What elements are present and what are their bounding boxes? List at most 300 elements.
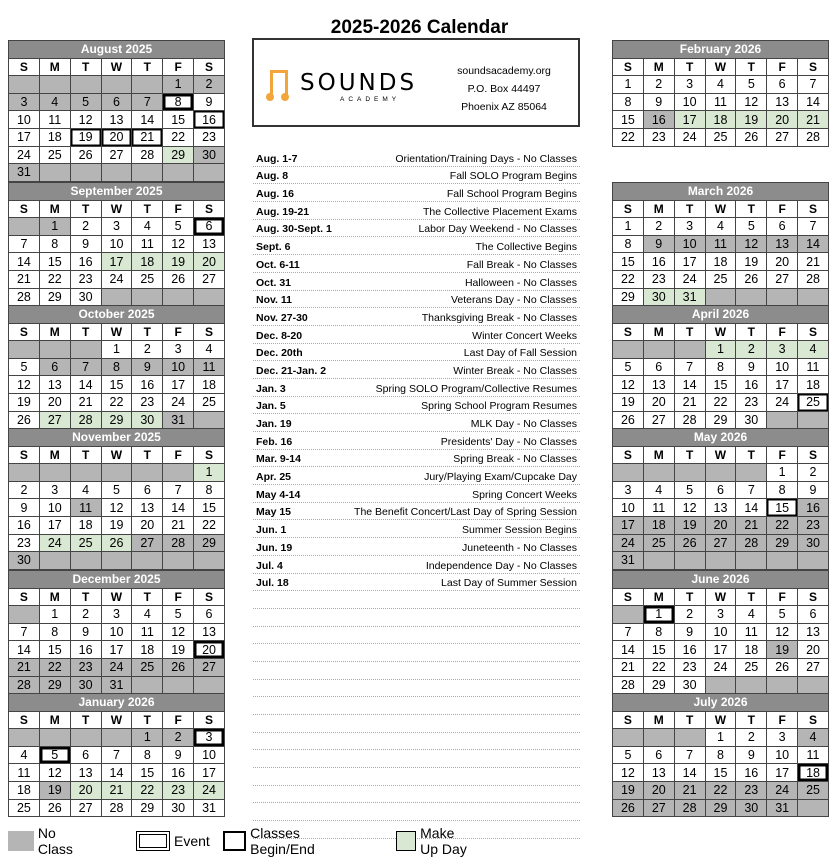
day-cell: 25	[132, 270, 163, 288]
day-cell: 18	[705, 253, 736, 271]
day-cell: 4	[132, 218, 163, 236]
day-cell: 11	[705, 93, 736, 111]
day-cell: 21	[132, 128, 163, 146]
month-calendar	[8, 182, 225, 306]
day-cell: 22	[163, 128, 194, 146]
day-cell: 20	[132, 516, 163, 534]
empty-day-cell	[798, 799, 829, 817]
empty-day-cell	[39, 341, 70, 359]
day-cell: 28	[736, 534, 767, 552]
day-cell: 20	[194, 641, 225, 659]
day-cell: 20	[70, 781, 101, 799]
weekday-header: T	[736, 446, 767, 464]
weekday-header: W	[101, 711, 132, 729]
weekday-header: F	[163, 711, 194, 729]
day-cell: 9	[674, 623, 705, 641]
empty-day-cell	[9, 218, 40, 236]
day-cell: 26	[674, 534, 705, 552]
day-cell: 31	[194, 799, 225, 817]
empty-day-cell	[194, 552, 225, 570]
weekday-header: W	[705, 323, 736, 341]
day-cell: 9	[736, 746, 767, 764]
empty-day-cell	[39, 552, 70, 570]
day-cell: 30	[798, 534, 829, 552]
day-cell: 23	[194, 128, 225, 146]
day-cell: 14	[798, 93, 829, 111]
day-cell: 3	[39, 481, 70, 499]
day-cell: 16	[163, 764, 194, 782]
day-cell: 16	[70, 641, 101, 659]
event-row	[253, 768, 580, 786]
empty-day-cell	[101, 552, 132, 570]
weekday-header: M	[643, 58, 674, 76]
day-cell: 24	[194, 781, 225, 799]
weekday-header: S	[798, 446, 829, 464]
event-row	[253, 609, 580, 627]
empty-day-cell	[39, 464, 70, 482]
day-cell: 5	[101, 481, 132, 499]
month-calendar	[8, 305, 225, 429]
empty-day-cell	[132, 552, 163, 570]
day-cell: 11	[132, 235, 163, 253]
day-cell: 20	[101, 128, 132, 146]
legend-swatch	[136, 831, 170, 851]
weekday-header: T	[70, 323, 101, 341]
day-cell: 29	[705, 799, 736, 817]
day-cell: 13	[798, 623, 829, 641]
event-row	[253, 414, 580, 432]
day-cell: 1	[613, 76, 644, 94]
website: soundsacademy.org	[457, 65, 551, 77]
weekday-header: T	[736, 323, 767, 341]
legend-label: Classes Begin/End	[250, 825, 315, 857]
weekday-header: T	[736, 58, 767, 76]
empty-day-cell	[194, 288, 225, 306]
day-cell: 15	[705, 376, 736, 394]
event-row	[253, 574, 580, 592]
day-cell: 27	[798, 658, 829, 676]
day-cell: 26	[101, 534, 132, 552]
day-cell: 31	[674, 288, 705, 306]
event-date: Dec. 8-20	[256, 329, 303, 342]
day-cell: 24	[163, 393, 194, 411]
day-cell: 10	[613, 499, 644, 517]
empty-day-cell	[9, 464, 40, 482]
weekday-header: M	[39, 446, 70, 464]
day-cell: 23	[736, 781, 767, 799]
day-cell: 24	[767, 781, 798, 799]
day-cell: 24	[9, 146, 40, 164]
day-cell: 31	[9, 164, 40, 182]
weekday-header: M	[39, 588, 70, 606]
weekday-header: S	[798, 200, 829, 218]
day-cell: 23	[70, 270, 101, 288]
event-row	[253, 680, 580, 698]
month-title: November 2025	[9, 429, 225, 447]
day-cell: 14	[70, 376, 101, 394]
day-cell: 17	[101, 253, 132, 271]
empty-day-cell	[643, 552, 674, 570]
weekday-header: S	[9, 323, 40, 341]
day-cell: 21	[101, 781, 132, 799]
month-title: May 2026	[613, 429, 829, 447]
day-cell: 17	[705, 641, 736, 659]
weekday-header: T	[70, 588, 101, 606]
day-cell: 7	[101, 746, 132, 764]
day-cell: 20	[194, 253, 225, 271]
day-cell: 6	[798, 606, 829, 624]
event-date: Jun. 1	[256, 524, 287, 537]
legend-event	[136, 830, 210, 852]
day-cell: 18	[9, 781, 40, 799]
day-cell: 3	[101, 606, 132, 624]
day-cell: 13	[70, 764, 101, 782]
day-cell: 30	[163, 799, 194, 817]
event-date: Aug. 8	[256, 170, 289, 183]
day-cell: 20	[767, 253, 798, 271]
day-cell: 2	[9, 481, 40, 499]
day-cell: 5	[736, 218, 767, 236]
event-description: The Collective Begins	[475, 241, 577, 254]
day-cell: 12	[674, 499, 705, 517]
day-cell: 18	[132, 641, 163, 659]
weekday-header: F	[767, 711, 798, 729]
day-cell: 14	[132, 111, 163, 129]
month-title: December 2025	[9, 571, 225, 589]
weekday-header: T	[70, 711, 101, 729]
day-cell: 28	[9, 676, 40, 694]
day-cell: 1	[39, 218, 70, 236]
day-cell: 13	[194, 235, 225, 253]
day-cell: 26	[767, 658, 798, 676]
day-cell: 15	[39, 641, 70, 659]
day-cell: 2	[132, 341, 163, 359]
weekday-header: S	[613, 200, 644, 218]
day-cell: 14	[9, 641, 40, 659]
month-title: September 2025	[9, 183, 225, 201]
day-cell: 17	[767, 376, 798, 394]
event-description: Last Day of Summer Session	[441, 577, 577, 590]
event-date: Mar. 9-14	[256, 453, 301, 466]
day-cell: 2	[736, 729, 767, 747]
month-calendar	[8, 428, 225, 570]
day-cell: 3	[767, 341, 798, 359]
empty-day-cell	[767, 411, 798, 429]
event-list	[253, 149, 580, 839]
event-row	[253, 308, 580, 326]
page-title: 2025-2026 Calendar	[330, 17, 509, 38]
day-cell: 20	[643, 393, 674, 411]
empty-day-cell	[39, 729, 70, 747]
day-cell: 2	[798, 464, 829, 482]
event-row	[253, 273, 580, 291]
day-cell: 25	[132, 658, 163, 676]
day-cell: 28	[674, 411, 705, 429]
empty-day-cell	[39, 164, 70, 182]
empty-day-cell	[767, 288, 798, 306]
event-description: Veterans Day - No Classes	[450, 294, 577, 307]
event-row	[253, 733, 580, 751]
empty-day-cell	[101, 729, 132, 747]
day-cell: 21	[163, 516, 194, 534]
day-cell: 1	[767, 464, 798, 482]
day-cell: 27	[194, 270, 225, 288]
day-cell: 7	[132, 93, 163, 111]
event-date: Jan. 5	[256, 400, 286, 413]
day-cell: 10	[674, 235, 705, 253]
day-cell: 5	[39, 746, 70, 764]
day-cell: 17	[194, 764, 225, 782]
day-cell: 3	[101, 218, 132, 236]
event-row	[253, 397, 580, 415]
weekday-header: S	[798, 588, 829, 606]
event-row	[253, 662, 580, 680]
weekday-header: S	[613, 323, 644, 341]
event-description: Thanksgiving Break - No Classes	[421, 311, 577, 324]
weekday-header: T	[674, 323, 705, 341]
legend-label: No Class	[37, 825, 73, 857]
day-cell: 7	[798, 76, 829, 94]
weekday-header: T	[70, 446, 101, 464]
day-cell: 8	[163, 93, 194, 111]
weekday-header: S	[194, 588, 225, 606]
day-cell: 5	[163, 218, 194, 236]
day-cell: 21	[674, 781, 705, 799]
legend-label: Event	[174, 833, 210, 849]
weekday-header: S	[9, 58, 40, 76]
weekday-header: F	[767, 446, 798, 464]
day-cell: 31	[767, 799, 798, 817]
day-cell: 13	[705, 499, 736, 517]
day-cell: 21	[613, 658, 644, 676]
day-cell: 12	[736, 235, 767, 253]
day-cell: 30	[736, 799, 767, 817]
event-row	[253, 344, 580, 362]
empty-day-cell	[736, 288, 767, 306]
day-cell: 25	[194, 393, 225, 411]
day-cell: 17	[163, 376, 194, 394]
legend-begin-end	[223, 825, 326, 857]
day-cell: 4	[39, 93, 70, 111]
weekday-header: M	[39, 58, 70, 76]
empty-day-cell	[39, 76, 70, 94]
day-cell: 22	[767, 516, 798, 534]
day-cell: 7	[736, 481, 767, 499]
day-cell: 19	[736, 253, 767, 271]
day-cell: 6	[132, 481, 163, 499]
event-date: Jun. 19	[256, 541, 293, 554]
empty-day-cell	[132, 288, 163, 306]
weekday-header: F	[767, 58, 798, 76]
day-cell: 6	[767, 76, 798, 94]
event-row	[253, 450, 580, 468]
empty-day-cell	[613, 341, 644, 359]
day-cell: 12	[767, 623, 798, 641]
empty-day-cell	[736, 464, 767, 482]
day-cell: 20	[39, 393, 70, 411]
event-description: The Collective Placement Exams	[422, 205, 577, 218]
day-cell: 22	[705, 393, 736, 411]
day-cell: 11	[132, 623, 163, 641]
day-cell: 1	[613, 218, 644, 236]
day-cell: 23	[798, 516, 829, 534]
day-cell: 7	[70, 358, 101, 376]
day-cell: 1	[163, 76, 194, 94]
event-description: Spring School Program Resumes	[421, 400, 577, 413]
day-cell: 7	[613, 623, 644, 641]
weekday-header: T	[70, 200, 101, 218]
weekday-header: S	[613, 58, 644, 76]
empty-day-cell	[767, 552, 798, 570]
day-cell: 1	[705, 729, 736, 747]
day-cell: 7	[9, 235, 40, 253]
empty-day-cell	[705, 552, 736, 570]
day-cell: 14	[101, 764, 132, 782]
day-cell: 4	[194, 341, 225, 359]
empty-day-cell	[194, 164, 225, 182]
day-cell: 18	[70, 516, 101, 534]
weekday-header: F	[163, 58, 194, 76]
event-row	[253, 432, 580, 450]
day-cell: 2	[643, 218, 674, 236]
day-cell: 28	[132, 146, 163, 164]
day-cell: 30	[643, 288, 674, 306]
city: Phoenix AZ 85064	[461, 101, 547, 113]
empty-day-cell	[643, 341, 674, 359]
day-cell: 31	[101, 676, 132, 694]
day-cell: 30	[70, 676, 101, 694]
day-cell: 22	[39, 270, 70, 288]
day-cell: 8	[613, 93, 644, 111]
day-cell: 9	[9, 499, 40, 517]
day-cell: 14	[674, 764, 705, 782]
day-cell: 27	[643, 799, 674, 817]
day-cell: 2	[70, 606, 101, 624]
day-cell: 28	[613, 676, 644, 694]
month-title: October 2025	[9, 306, 225, 324]
day-cell: 29	[705, 411, 736, 429]
day-cell: 21	[9, 658, 40, 676]
weekday-header: W	[101, 200, 132, 218]
day-cell: 12	[163, 623, 194, 641]
legend-make-up	[396, 825, 468, 857]
empty-day-cell	[674, 729, 705, 747]
day-cell: 30	[9, 552, 40, 570]
day-cell: 12	[9, 376, 40, 394]
day-cell: 19	[736, 111, 767, 129]
day-cell: 10	[767, 358, 798, 376]
empty-day-cell	[70, 76, 101, 94]
day-cell: 20	[705, 516, 736, 534]
day-cell: 23	[132, 393, 163, 411]
day-cell: 3	[767, 729, 798, 747]
day-cell: 11	[798, 358, 829, 376]
day-cell: 15	[613, 253, 644, 271]
empty-day-cell	[736, 676, 767, 694]
music-note-icon	[266, 68, 292, 104]
day-cell: 29	[163, 146, 194, 164]
day-cell: 24	[613, 534, 644, 552]
event-row	[253, 644, 580, 662]
day-cell: 12	[39, 764, 70, 782]
month-title: April 2026	[613, 306, 829, 324]
event-row	[253, 627, 580, 645]
event-description: Fall SOLO Program Begins	[449, 170, 577, 183]
day-cell: 3	[163, 341, 194, 359]
day-cell: 15	[643, 641, 674, 659]
day-cell: 24	[674, 128, 705, 146]
empty-day-cell	[674, 341, 705, 359]
day-cell: 21	[9, 270, 40, 288]
day-cell: 18	[643, 516, 674, 534]
day-cell: 3	[674, 218, 705, 236]
day-cell: 28	[70, 411, 101, 429]
empty-day-cell	[798, 411, 829, 429]
event-description: Last Day of Fall Session	[463, 347, 577, 360]
day-cell: 15	[163, 111, 194, 129]
day-cell: 10	[674, 93, 705, 111]
event-description: Independence Day - No Classes	[425, 559, 577, 572]
day-cell: 13	[643, 376, 674, 394]
day-cell: 16	[643, 111, 674, 129]
event-date: Jan. 3	[256, 382, 286, 395]
day-cell: 12	[70, 111, 101, 129]
empty-day-cell	[101, 76, 132, 94]
day-cell: 12	[163, 235, 194, 253]
weekday-header: T	[132, 323, 163, 341]
event-row	[253, 485, 580, 503]
event-description: Spring Concert Weeks	[472, 488, 577, 501]
day-cell: 8	[705, 746, 736, 764]
event-date: Aug. 30-Sept. 1	[256, 223, 332, 236]
day-cell: 26	[163, 658, 194, 676]
day-cell: 26	[9, 411, 40, 429]
weekday-header: S	[798, 58, 829, 76]
day-cell: 21	[674, 393, 705, 411]
day-cell: 27	[705, 534, 736, 552]
day-cell: 17	[613, 516, 644, 534]
day-cell: 3	[613, 481, 644, 499]
weekday-header: F	[767, 200, 798, 218]
day-cell: 6	[705, 481, 736, 499]
day-cell: 4	[70, 481, 101, 499]
day-cell: 25	[705, 270, 736, 288]
event-row	[253, 591, 580, 609]
day-cell: 8	[705, 358, 736, 376]
day-cell: 9	[132, 358, 163, 376]
day-cell: 7	[163, 481, 194, 499]
day-cell: 26	[736, 270, 767, 288]
weekday-header: W	[101, 58, 132, 76]
day-cell: 9	[70, 235, 101, 253]
event-date: Sept. 6	[256, 241, 291, 254]
day-cell: 2	[643, 76, 674, 94]
empty-day-cell	[798, 552, 829, 570]
day-cell: 22	[613, 270, 644, 288]
day-cell: 5	[9, 358, 40, 376]
day-cell: 1	[101, 341, 132, 359]
weekday-header: F	[163, 323, 194, 341]
event-row	[253, 379, 580, 397]
day-cell: 18	[798, 376, 829, 394]
day-cell: 2	[70, 218, 101, 236]
event-row	[253, 184, 580, 202]
day-cell: 23	[163, 781, 194, 799]
empty-day-cell	[9, 341, 40, 359]
empty-day-cell	[163, 288, 194, 306]
day-cell: 20	[767, 111, 798, 129]
weekday-header: T	[674, 200, 705, 218]
